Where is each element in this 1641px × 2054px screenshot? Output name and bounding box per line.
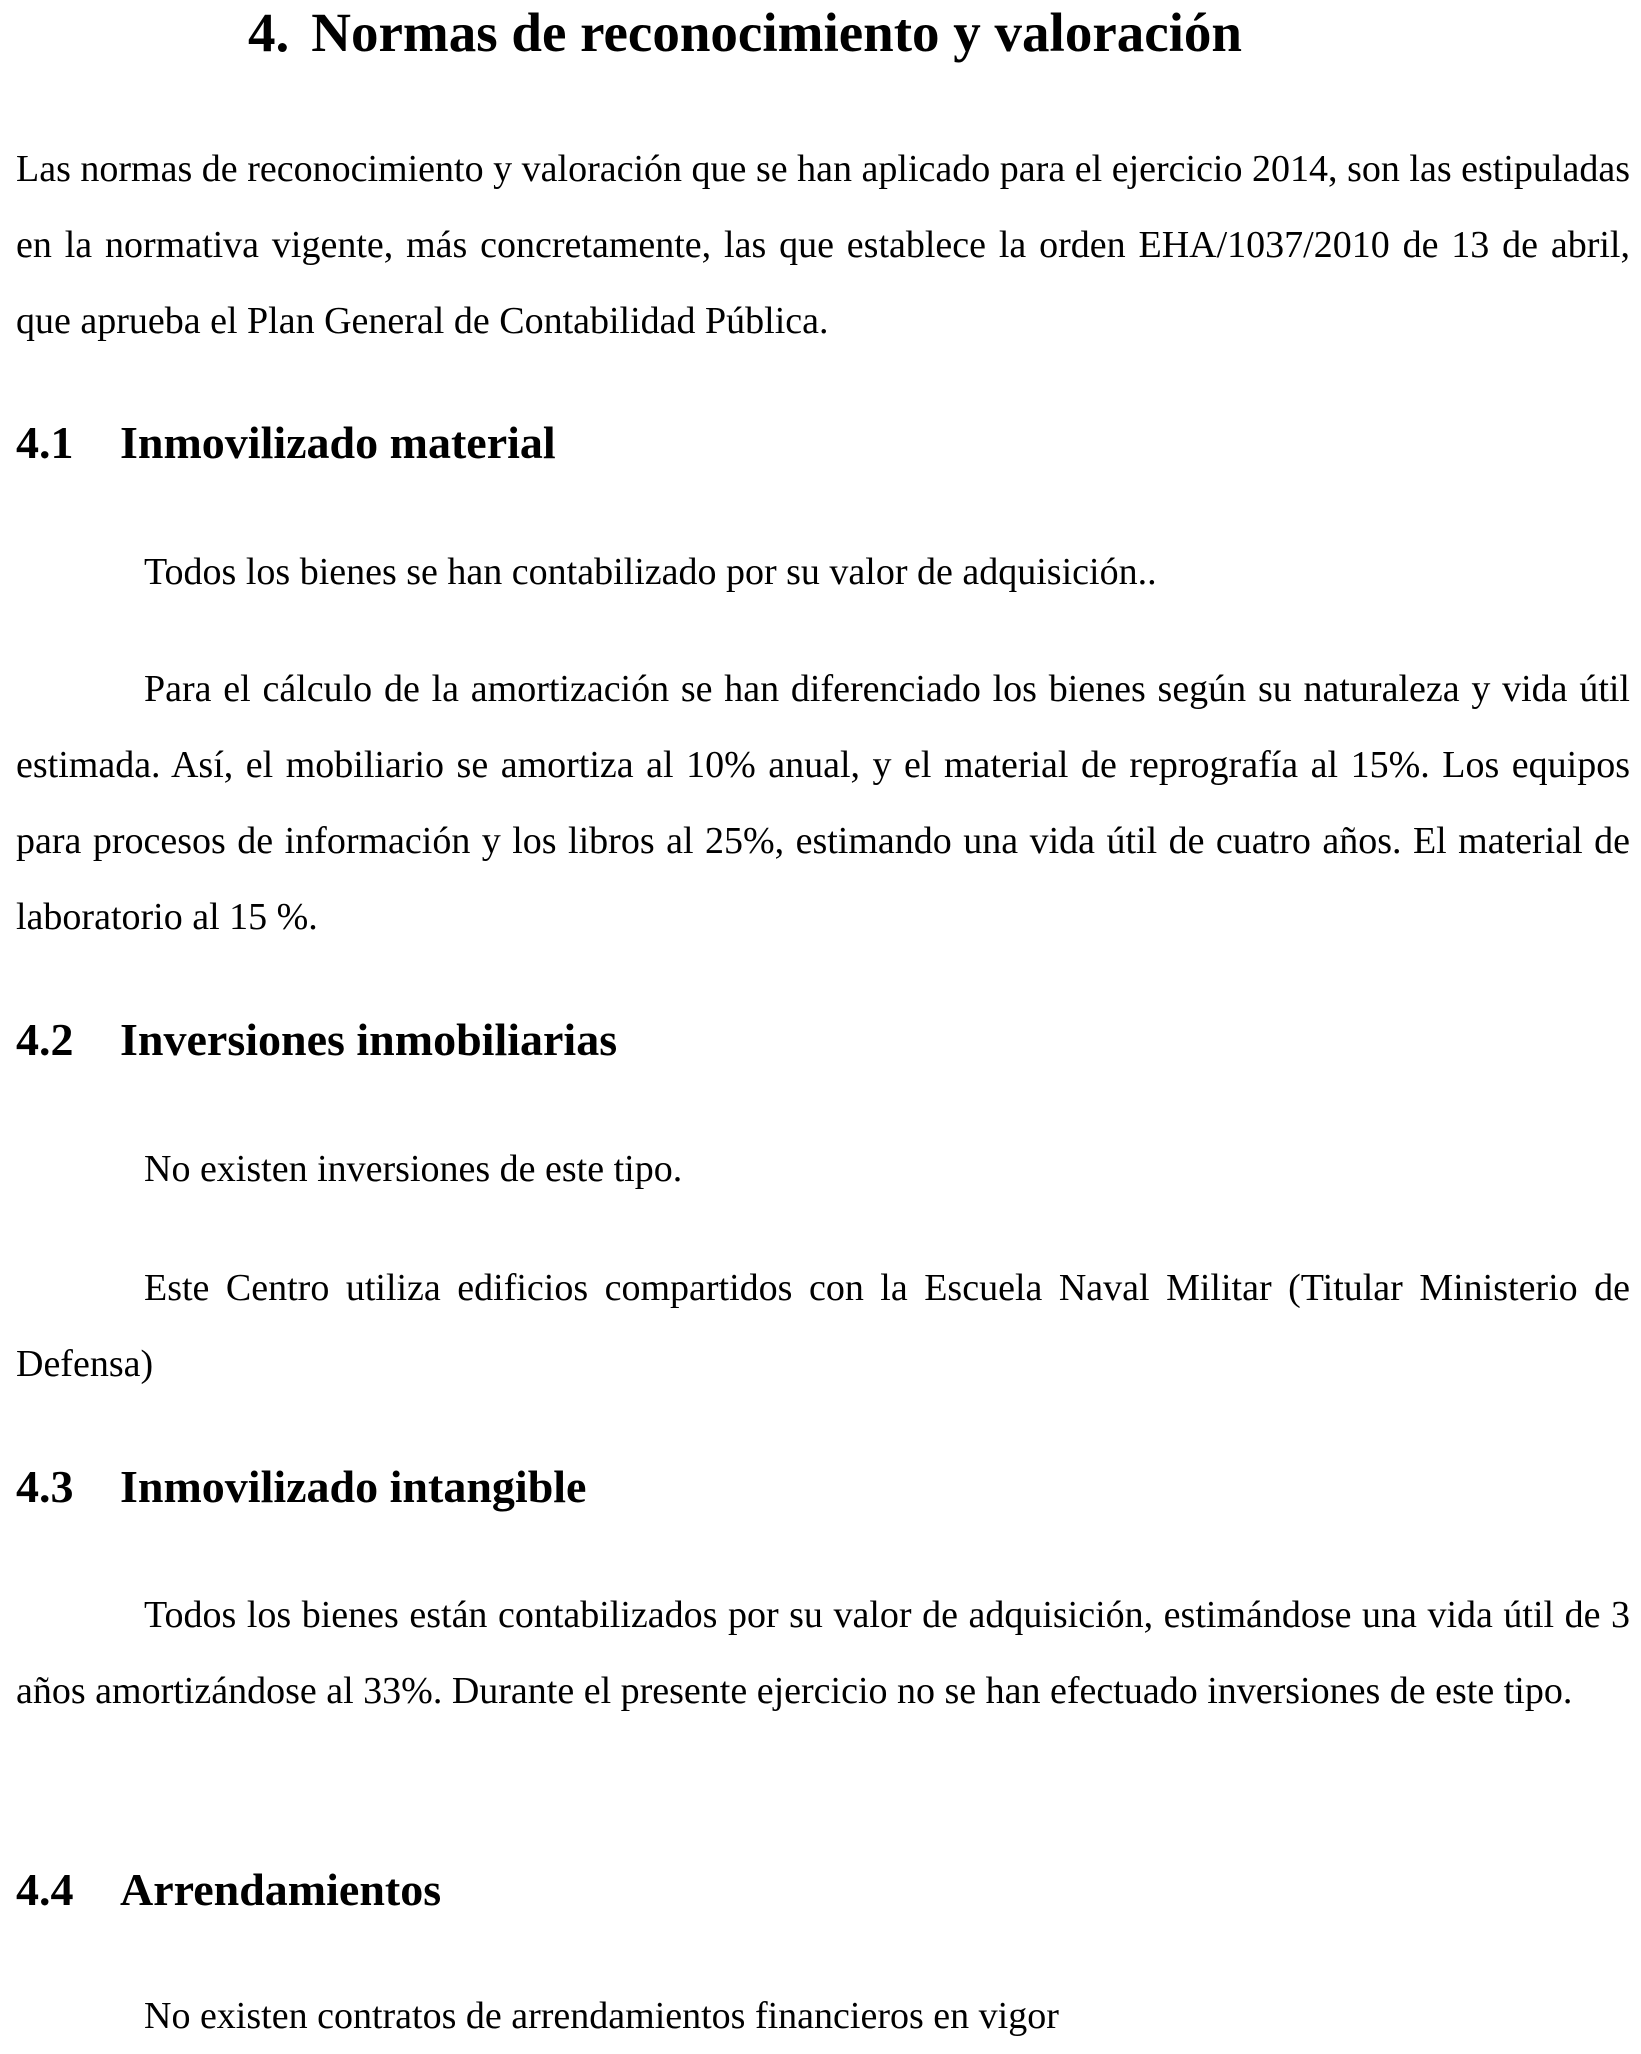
- section-heading-4-1: [16, 413, 556, 473]
- paragraph-4-2-a: No existen inversiones de este tipo.: [144, 1148, 683, 1190]
- section-number: 4.2: [16, 1014, 74, 1065]
- section-title: Inmovilizado material: [120, 417, 556, 468]
- section-number: 4.4: [16, 1864, 74, 1915]
- section-title: Inmovilizado intangible: [120, 1461, 587, 1512]
- section-number: 4.3: [16, 1461, 74, 1512]
- section-title: Arrendamientos: [120, 1864, 442, 1915]
- paragraph-4-1-b: Para el cálculo de la amortización se han diferenciado los bienes según su naturaleza y vida útil estimada. Así, el mobiliario se amortiza al 10% anual, y el material de reprografía al 15%. Los equipos para procesos de información y los libros al 25%, estimando una vida útil de cuatro años. El material de laboratorio al 15 %.: [16, 668, 1630, 938]
- paragraph-4-2-b: Este Centro utiliza edificios compartidos con la Escuela Naval Militar (Titular Ministerio de Defensa): [16, 1267, 1630, 1385]
- title-text: Normas de reconocimiento y valoración: [311, 2, 1243, 63]
- intro-paragraph: Las normas de reconocimiento y valoración que se han aplicado para el ejercicio 2014, son las estipuladas en la normativa vigente, más concretamente, las que establece la orden EHA/1037/2010 de 13 de abril, que aprueba el Plan General de Contabilidad Pública.: [16, 148, 1630, 342]
- section-heading-4-2: [16, 1010, 617, 1070]
- page-title: [248, 0, 1242, 66]
- section-number: 4.1: [16, 417, 74, 468]
- paragraph-4-1-a: Todos los bienes se han contabilizado por su valor de adquisición..: [144, 551, 1157, 593]
- title-number: 4.: [248, 2, 290, 63]
- section-heading-4-4: [16, 1860, 441, 1920]
- paragraph-4-3-a: Todos los bienes están contabilizados por su valor de adquisición, estimándose una vida útil de 3 años amortizándose al 33%. Durante el presente ejercicio no se han efectuado inversiones de este tipo.: [16, 1594, 1630, 1712]
- section-title: Inversiones inmobiliarias: [120, 1014, 618, 1065]
- paragraph-4-4-a: No existen contratos de arrendamientos financieros en vigor: [144, 1995, 1059, 2037]
- section-heading-4-3: [16, 1457, 586, 1517]
